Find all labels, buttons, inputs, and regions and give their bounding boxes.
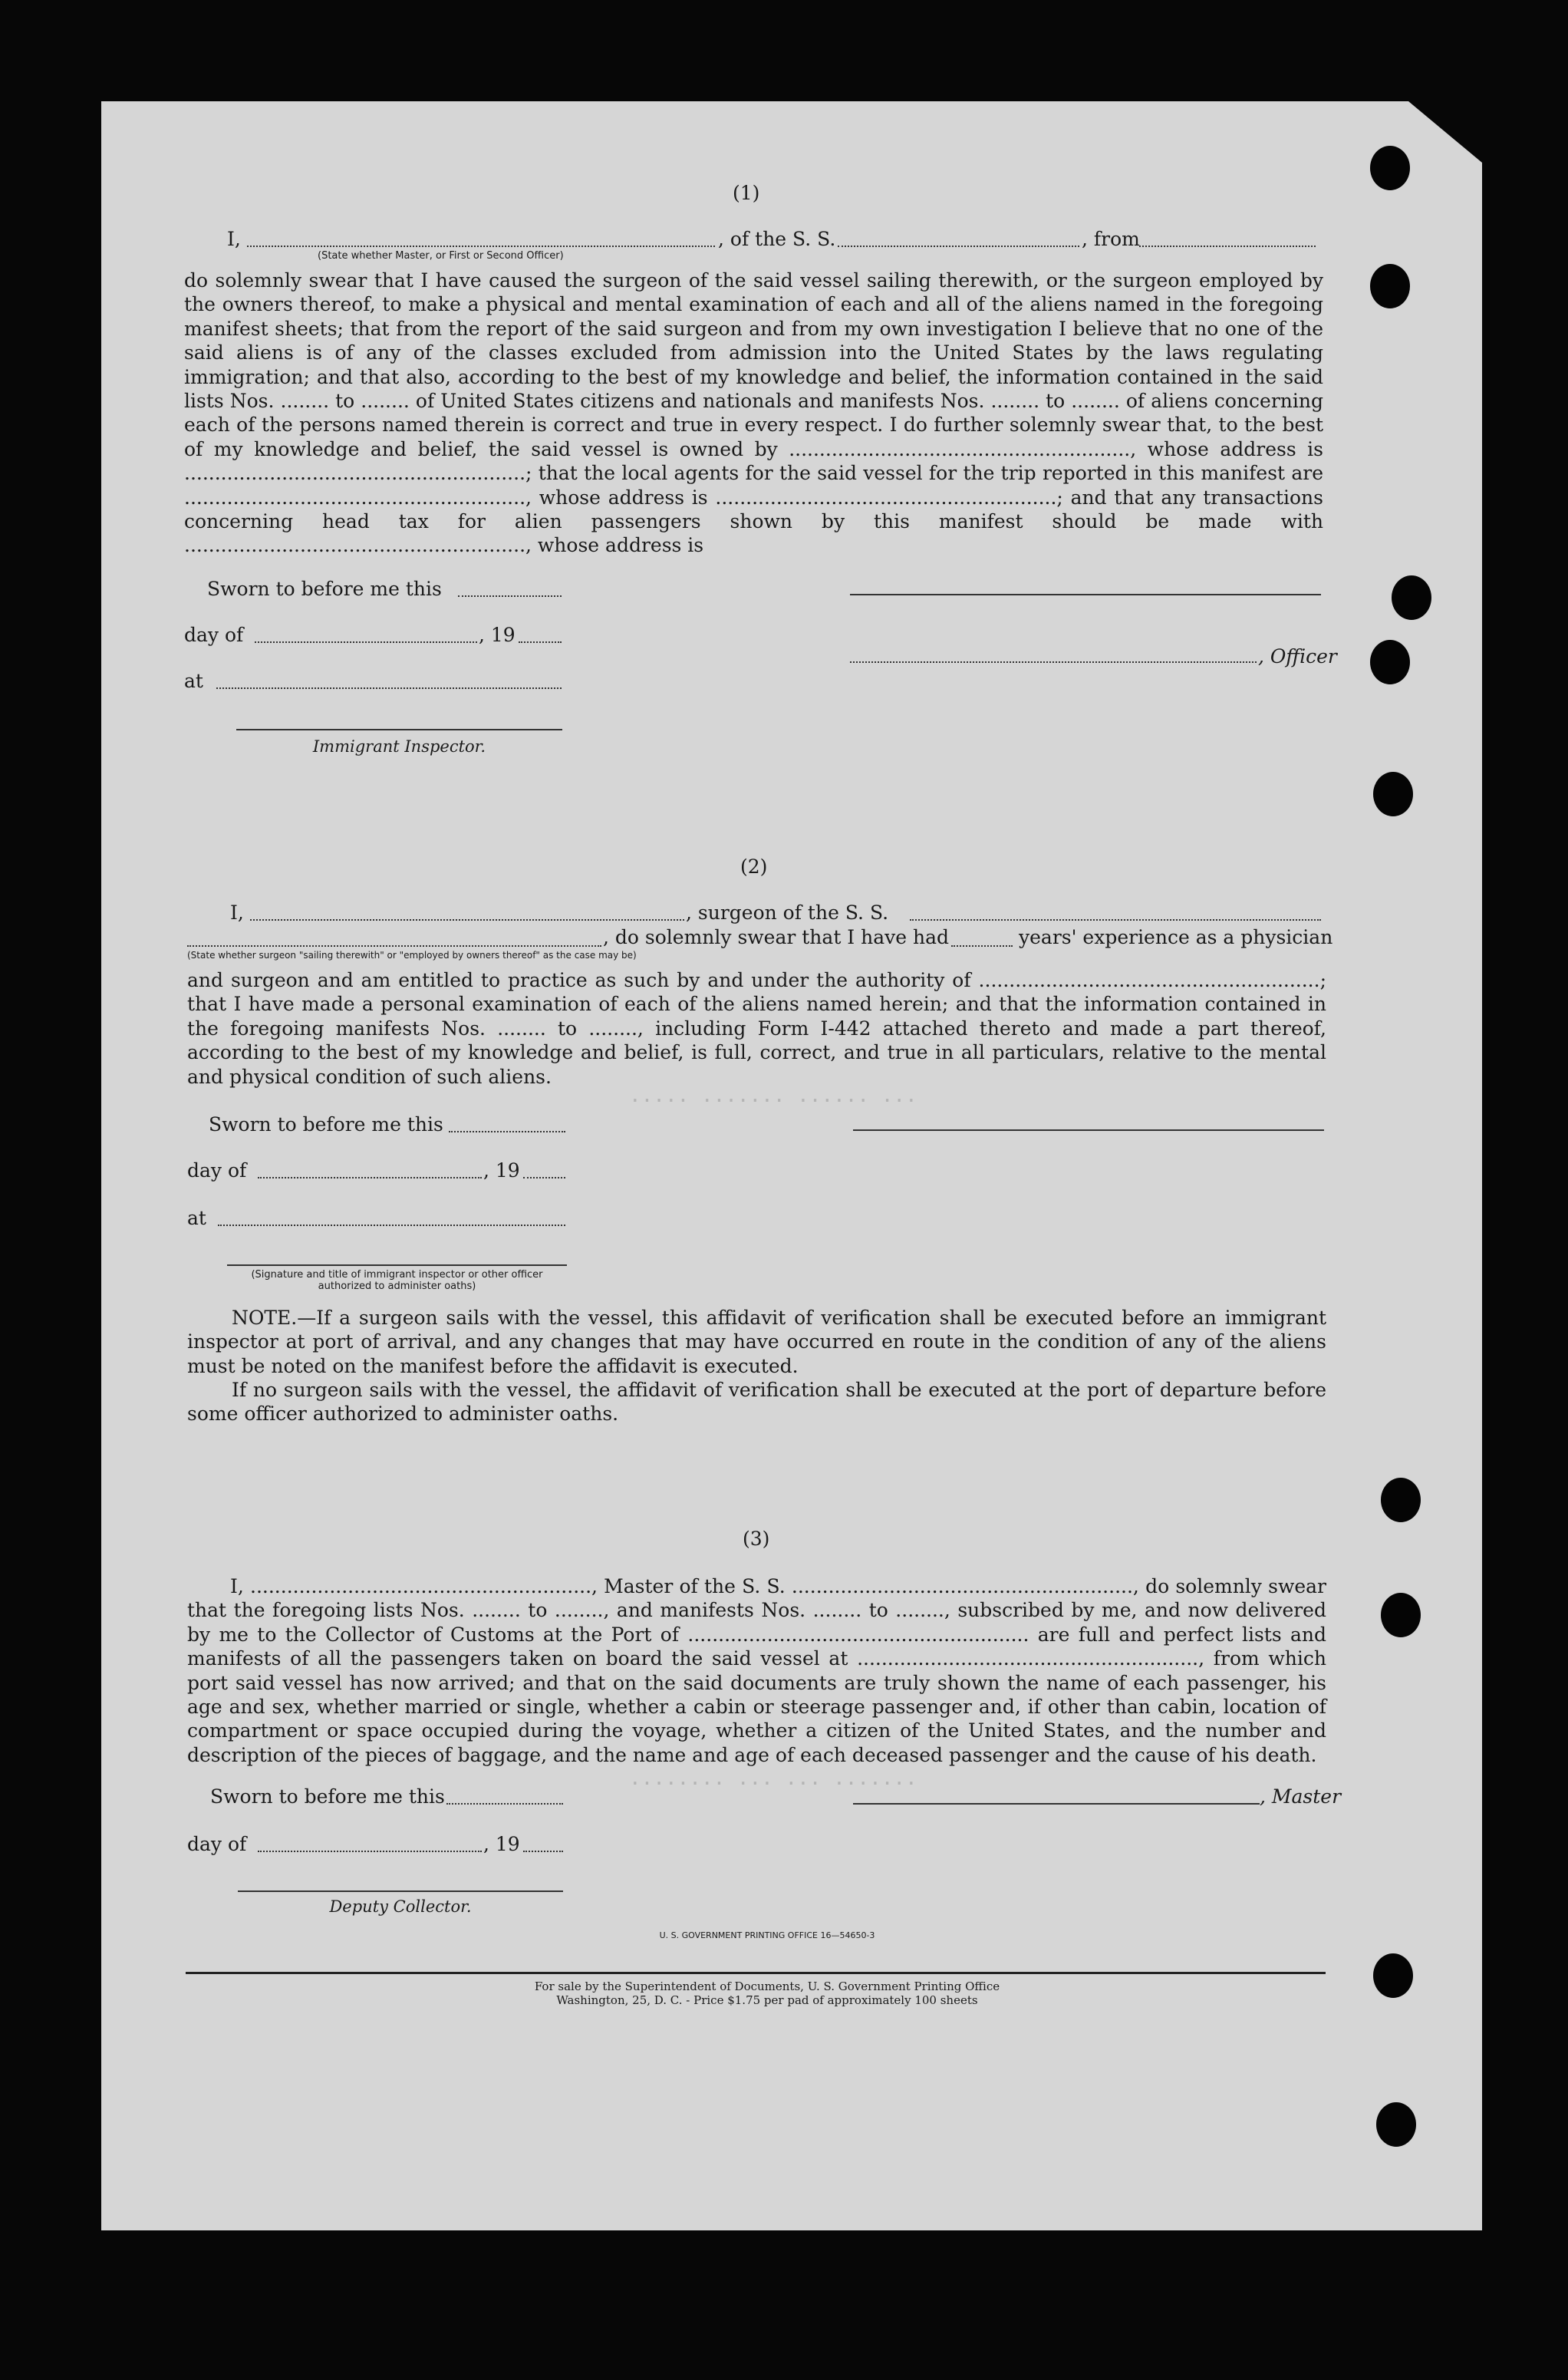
note-label: NOTE. xyxy=(232,1307,298,1329)
section-1-inspector: Immigrant Inspector. xyxy=(312,737,486,756)
note-text: —If a surgeon sails with the vessel, this affidavit of verification shall be executed before an immigrant inspector at port of arrival, and any changes that may have occurred en route in the condition of any of the aliens must be noted on the manifest before the affidavit is executed. xyxy=(187,1307,1326,1377)
section-1-number: (1) xyxy=(733,182,760,204)
footer-rule xyxy=(186,1972,1326,1974)
gpo-imprint: U. S. GOVERNMENT PRINTING OFFICE 16—54650-3 xyxy=(659,1930,875,1940)
section-2-signature-line[interactable] xyxy=(853,1129,1324,1131)
authorized-officer-signature-line[interactable] xyxy=(227,1264,567,1266)
punch-hole xyxy=(1370,640,1410,684)
punch-hole xyxy=(1373,1953,1413,1998)
section-3-number: (3) xyxy=(743,1528,770,1550)
master-signature-line[interactable] xyxy=(853,1803,1260,1805)
section-1-day-of: day of xyxy=(184,624,244,646)
bleed-through-text: ····· ······· ······ ··· xyxy=(629,1089,917,1113)
punch-hole xyxy=(1373,772,1413,816)
section-3-collector: Deputy Collector. xyxy=(329,1897,472,1916)
section-1-body: do solemnly swear that I have caused the surgeon of the said vessel sailing therewith, or the surgeon employed by the owners thereof, to make a physical and mental examination of each and all of the aliens named in the foregoing manifest sheets; that from the report of the said surgeon and from my own investigation I believe that no one of the said aliens is of any of the classes excluded from admission into the United States by the laws regulating immigration; and that also, according to the best of my knowledge and belief, the information contained in the said lists Nos. ........ to ........ of United States citizens and nationals and manifests Nos. ........ to ........ of aliens concerning each of the persons named therein is correct and true in every respect. I do further solemnly swear that, to the best of my knowledge and belief, the said vessel is owned by ........................................................, whose address is ........................................................; that the local agents for the said vessel for the trip reported in this manifest are ........................................................, whose address is ........................................................; and that any transactions concerning head tax for alien passengers shown by this manifest should be made with ........................................................, whose address is xyxy=(184,269,1323,557)
section-2-swear: , do solemnly swear that I have had xyxy=(603,926,950,948)
officer-rank-field[interactable] xyxy=(247,246,715,247)
officer-signature-line[interactable] xyxy=(850,594,1321,595)
section-2-sworn-date-field[interactable] xyxy=(449,1131,565,1132)
section-2-surgeon-of: , surgeon of the S. S. xyxy=(686,902,889,924)
section-2-at: at xyxy=(187,1207,206,1229)
section-2-sworn: Sworn to before me this xyxy=(209,1113,443,1136)
section-1-sworn-date-field[interactable] xyxy=(458,595,562,597)
punch-hole xyxy=(1370,146,1410,190)
section-3-sworn: Sworn to before me this xyxy=(210,1785,445,1808)
section-2-year-field[interactable] xyxy=(523,1177,565,1178)
inspector-signature-line[interactable] xyxy=(236,729,562,730)
section-1-i: I, xyxy=(227,228,241,250)
section-1-day-field[interactable] xyxy=(255,641,477,643)
section-3-year-field[interactable] xyxy=(523,1851,563,1852)
section-1-year-field[interactable] xyxy=(519,641,562,643)
punch-hole xyxy=(1381,1593,1421,1637)
section-2-day-field[interactable] xyxy=(258,1177,482,1178)
section-3-year: , 19 xyxy=(483,1833,520,1855)
section-2-note-2: If no surgeon sails with the vessel, the affidavit of verification shall be executed at the port of departure before some officer authorized to administer oaths. xyxy=(187,1379,1326,1426)
punch-hole xyxy=(1381,1478,1421,1522)
section-3-day-field[interactable] xyxy=(258,1851,482,1852)
deputy-collector-signature-line[interactable] xyxy=(238,1890,563,1892)
section-1-caption: (State whether Master, or First or Second Officer) xyxy=(318,250,564,262)
section-1-at-field[interactable] xyxy=(216,687,562,689)
section-2-note xyxy=(187,1306,1326,1380)
section-1-of-ss: , of the S. S. xyxy=(718,228,836,250)
vessel-name-field[interactable] xyxy=(838,246,1079,247)
section-3-master: , Master xyxy=(1260,1785,1342,1808)
section-2-years: years' experience as a physician xyxy=(1019,926,1333,948)
section-2-i: I, xyxy=(230,902,244,924)
punch-hole xyxy=(1370,264,1410,308)
surgeon-name-field[interactable] xyxy=(250,919,684,921)
section-2-year: , 19 xyxy=(483,1159,520,1182)
bleed-through-text: ········ ··· ··· ······· xyxy=(629,1772,917,1795)
years-experience-field[interactable] xyxy=(951,945,1013,947)
section-3-sworn-date-field[interactable] xyxy=(446,1803,563,1805)
sale-notice-1: For sale by the Superintendent of Documents, U. S. Government Printing Office xyxy=(534,1979,1000,1993)
section-2-caption: (State whether surgeon "sailing therewith" or "employed by owners thereof" as the case may be) xyxy=(187,950,637,961)
section-1-at: at xyxy=(184,670,203,692)
punch-hole xyxy=(1392,575,1431,620)
section-1-year: , 19 xyxy=(479,624,516,646)
surgeon-status-field[interactable] xyxy=(187,945,601,947)
section-1-from: , from xyxy=(1082,228,1140,250)
section-2-body: and surgeon and am entitled to practice as such by and under the authority of ........................................................; that I have made a personal examination of each of the aliens named herein; and that the information contained in the foregoing manifests Nos. ........ to ........, including Form I-442 attached thereto and made a part thereof, according to the best of my knowledge and belief, is full, correct, and true in all particulars, relative to the mental and physical condition of such aliens. xyxy=(187,969,1326,1088)
section-2-at-field[interactable] xyxy=(218,1225,565,1226)
port-from-field[interactable] xyxy=(1139,246,1316,247)
officer-title-field[interactable] xyxy=(850,661,1257,663)
section-3-body: I, ........................................................, Master of the S. S. ........................................................, do solemnly swear that the foregoing lists Nos. ........ to ........, and manifests Nos. ........ to ........, subscribed by me, and now delivered by me to the Collector of Customs at the Port of ........................................................ are full and perfect lists and manifests of all the passengers taken on board the said vessel at ........................................................, from which port said vessel has now arrived; and that on the said documents are truly shown the name of each passenger, his age and sex, whether married or single, whether a cabin or steerage passenger and, if other than cabin, location of compartment or space occupied during the voyage, whether a citizen of the United States, and the number and description of the pieces of baggage, and the name and age of each deceased passenger and the cause of his death. xyxy=(187,1575,1326,1766)
sale-notice-2: Washington, 25, D. C. - Price $1.75 per pad of approximately 100 sheets xyxy=(556,1993,978,2007)
section-2-vessel-field[interactable] xyxy=(910,919,1321,921)
section-3-day-of: day of xyxy=(187,1833,247,1855)
section-1-sworn: Sworn to before me this xyxy=(207,578,442,600)
section-2-signature-caption: (Signature and title of immigrant inspector or other officer authorized to administer oaths) xyxy=(251,1269,543,1292)
punch-hole xyxy=(1376,2102,1416,2147)
section-2-number: (2) xyxy=(740,855,768,878)
section-1-officer: , Officer xyxy=(1258,645,1337,668)
section-2-day-of: day of xyxy=(187,1159,247,1182)
